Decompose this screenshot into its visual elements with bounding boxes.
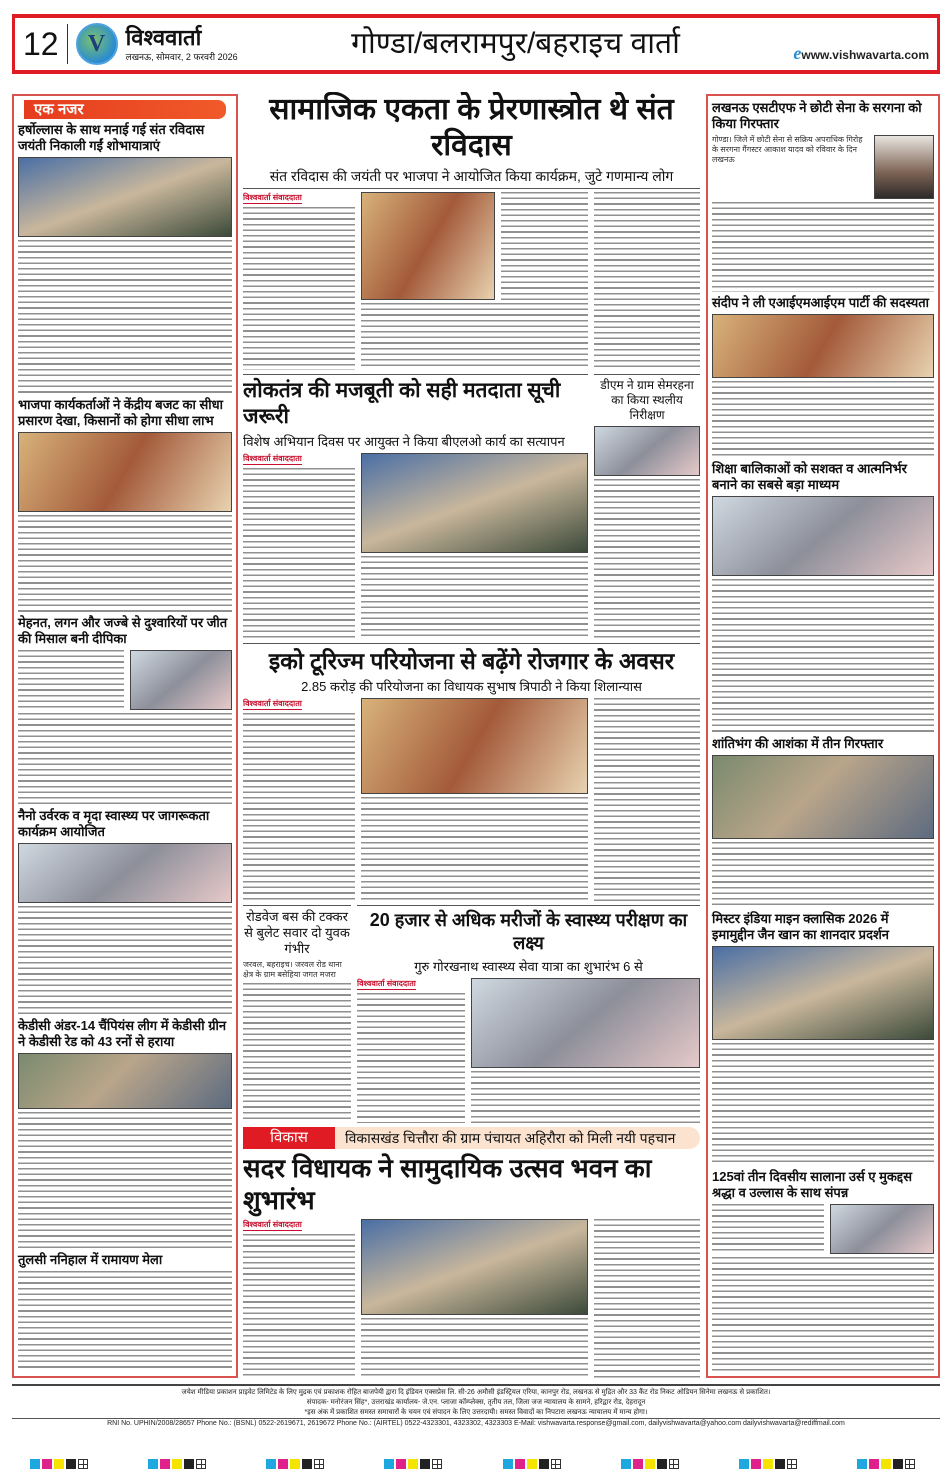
story-body xyxy=(594,698,700,901)
accused-photo xyxy=(874,135,934,199)
story-headline[interactable]: नैनो उर्वरक व मृदा स्वास्थ्य पर जागरूकता कार्यक्रम आयोजित xyxy=(18,807,210,839)
story-2 xyxy=(243,374,700,639)
story-body xyxy=(243,207,355,370)
divider xyxy=(357,905,700,906)
news-photo xyxy=(361,698,588,794)
story-5 xyxy=(243,1127,700,1378)
byline: विश्ववार्ता संवाददाता xyxy=(243,193,302,202)
color-bar-icon xyxy=(30,1458,88,1470)
byline: विश्ववार्ता संवाददाता xyxy=(243,1220,302,1229)
story-headline[interactable]: डीएम ने ग्राम सेमरहना का किया स्थलीय निरीक्षण xyxy=(600,378,694,422)
story-body xyxy=(18,650,124,710)
story-body xyxy=(18,240,232,394)
story-headline[interactable]: लोकतंत्र की मजबूती को सही मतदाता सूची जरूरी xyxy=(243,379,561,428)
byline: विश्ववार्ता संवाददाता xyxy=(243,454,302,463)
story-body xyxy=(243,1234,355,1378)
vishwavarta-logo-icon xyxy=(76,23,118,65)
byline: विश्ववार्ता संवाददाता xyxy=(243,699,302,708)
story-3 xyxy=(243,643,700,901)
story-content xyxy=(243,453,588,639)
color-bar-icon xyxy=(384,1458,442,1470)
brand-block xyxy=(126,25,238,63)
byline: विश्ववार्ता संवाददाता xyxy=(357,979,416,988)
news-photo xyxy=(18,157,232,237)
contact-line: RNI No. UPHIN/2008/28657 Phone No.: (BSNL) 0522-2619671, 2619672 Phone No.: (AIRTEL) 0522-4323301, 4323302, 4323303 E-Mail: vishwavarta.response@gmail.com, dailyvishwavarta@yahoo.com dailyvishwavarta@rediffmail.com xyxy=(12,1418,940,1429)
brand-name: विश्ववार्ता xyxy=(125,25,202,50)
story-body xyxy=(712,1257,934,1372)
news-photo xyxy=(18,1053,232,1109)
story-body xyxy=(594,1219,700,1378)
story-headline[interactable]: हर्षोल्लास के साथ मनाई गई संत रविदास जयंती निकाली गईं शोभायात्राएं xyxy=(18,122,205,153)
color-bar-icon xyxy=(148,1458,206,1470)
page-number: 12 xyxy=(23,25,59,62)
story-body xyxy=(18,515,232,612)
logo-letter: V xyxy=(87,30,106,57)
story-body xyxy=(712,381,934,459)
story-body xyxy=(501,192,588,300)
story-body xyxy=(18,906,232,1015)
story-body xyxy=(594,479,700,639)
story-body xyxy=(18,1112,232,1249)
news-photo xyxy=(712,496,934,576)
registration-marks xyxy=(0,1458,945,1470)
color-bar-icon xyxy=(621,1458,679,1470)
news-photo xyxy=(130,650,232,710)
story-headline[interactable]: भाजपा कार्यकर्ताओं ने केंद्रीय बजट का सीधा प्रसारण देखा, किसानों को होगा सीधा लाभ xyxy=(18,396,224,428)
divider xyxy=(243,643,700,644)
lead-subhead: संत रविदास की जयंती पर भाजपा ने आयोजित किया कार्यक्रम, जुटे गणमान्य लोग xyxy=(269,168,674,184)
color-bar-icon xyxy=(857,1458,915,1470)
story-headline[interactable]: शांतिभंग की आशंका में तीन गिरफ्तार xyxy=(712,736,884,752)
website-url: www.vishwavarta.com xyxy=(801,48,929,62)
story-body xyxy=(243,983,351,1123)
story-body xyxy=(712,579,934,733)
news-photo xyxy=(830,1204,934,1254)
story-headline[interactable]: केडीसी अंडर-14 चैंपियंस लीग में केडीसी ग्रीन ने केडीसी रेड को 43 रनों से हराया xyxy=(18,1017,227,1049)
news-photo xyxy=(594,426,700,476)
story-headline[interactable]: मिस्टर इंडिया माइन क्लासिक 2026 में इमामुद्दीन जैन खान का शानदार प्रदर्शन xyxy=(712,911,890,943)
story-body xyxy=(712,842,934,908)
story-media-row xyxy=(712,1204,934,1254)
story-content xyxy=(243,698,700,901)
news-photo xyxy=(712,314,934,378)
story-headline[interactable]: लखनऊ एसटीएफ ने छोटी सेना के सरगना को किया गिरफ्तार xyxy=(712,100,922,131)
vikas-strip xyxy=(243,1127,700,1149)
story-subhead: 2.85 करोड़ की परियोजना का विधायक सुभाष त्रिपाठी ने किया शिलान्यास xyxy=(301,679,642,694)
story-body xyxy=(712,202,934,292)
masthead xyxy=(12,14,940,74)
news-photo xyxy=(712,946,934,1040)
divider xyxy=(243,905,351,906)
color-bar-icon xyxy=(266,1458,324,1470)
story-headline[interactable]: इको टूरिज्म परियोजना से बढ़ेंगे रोजगार के अवसर xyxy=(268,648,675,674)
story-headline[interactable]: संदीप ने ली एआईएमआईएम पार्टी की सदस्यता xyxy=(712,294,930,310)
story-body xyxy=(712,1204,824,1254)
color-bar-icon xyxy=(503,1458,561,1470)
news-photo xyxy=(712,755,934,839)
story-headline[interactable]: मेहनत, लगन और जज्बे से दुश्वारियों पर जीत की मिसाल बनी दीपिका xyxy=(18,615,228,647)
story-body xyxy=(243,713,355,901)
right-column xyxy=(706,94,940,1378)
imprint-line: *इस अंक में प्रकाशित समस्त समाचारों के चयन एवं संपादन के लिए उत्तरदायी। समस्त विवादों का निपटारा लखनऊ न्यायालय में मान्य होगा। xyxy=(304,1409,648,1416)
story-headline[interactable]: 125वां तीन दिवसीय सालाना उर्स ए मुकद्दस श्रद्धा व उल्लास के साथ संपन्न xyxy=(712,1169,912,1201)
browser-e-icon: e xyxy=(793,43,802,63)
news-photo xyxy=(18,843,232,903)
news-photo xyxy=(361,453,588,553)
section-label-vikas: विकास xyxy=(243,1127,335,1149)
story-content xyxy=(243,1219,700,1378)
story-lead: जरवल, बहराइच। जरवल रोड थाना क्षेत्र के ग्राम बसेहिया जगत मजरा xyxy=(243,960,342,979)
dateline: लखनऊ, सोमवार, 2 फरवरी 2026 xyxy=(125,52,238,62)
color-bar-icon xyxy=(739,1458,797,1470)
story-headline[interactable]: 20 हजार से अधिक मरीजों के स्वास्थ्य परीक्षण का लक्ष्य xyxy=(369,910,688,953)
story-body xyxy=(18,1271,232,1372)
story-body xyxy=(361,797,588,901)
news-photo xyxy=(361,192,495,300)
story-subhead: गुरु गोरखनाथ स्वास्थ्य सेवा यात्रा का शुभारंभ 6 से xyxy=(414,959,643,974)
story-body xyxy=(471,1071,700,1123)
story-headline[interactable]: सदर विधायक ने सामुदायिक उत्सव भवन का शुभारंभ xyxy=(243,1153,652,1215)
story-subhead: विशेष अभियान दिवस पर आयुक्त ने किया बीएलओ कार्य का सत्यापन xyxy=(243,434,565,449)
left-column xyxy=(12,94,238,1378)
story-body xyxy=(712,1043,934,1166)
ek-nazar-banner: एक नजर xyxy=(24,100,226,119)
story-4 xyxy=(243,905,700,1123)
story-media-row xyxy=(18,650,232,710)
news-photo xyxy=(361,1219,588,1315)
story-body xyxy=(594,192,700,370)
imprint xyxy=(12,1384,940,1429)
imprint-line: जयेश मीडिया प्रकाशन प्राइवेट लिमिटेड के लिए मुद्रक एवं प्रकाशक रोहित बाजपेयी द्वारा दि इंडियन एक्सप्रेस लि. सी-26 अमौसी इंडस्ट्रियल एरिया, कानपुर रोड, लखनऊ से मुद्रित और 33 कैंट रोड निकट ओडियन सिनेमा लखनऊ से प्रकाशित। xyxy=(181,1389,771,1396)
story-headline[interactable]: शिक्षा बालिकाओं को सशक्त व आत्मनिर्भर बनाने का सबसे बड़ा माध्यम xyxy=(712,461,907,493)
news-photo xyxy=(18,432,232,512)
lead-story xyxy=(243,92,700,370)
news-photo xyxy=(471,978,700,1068)
story-headline[interactable]: तुलसी ननिहाल में रामायण मेला xyxy=(18,1251,163,1267)
story-body xyxy=(243,468,355,639)
story-body xyxy=(18,713,232,804)
story-body xyxy=(361,303,588,370)
divider xyxy=(594,374,700,375)
story-content xyxy=(243,192,700,370)
main-column xyxy=(243,92,700,1378)
story-content xyxy=(357,978,700,1123)
divider xyxy=(67,24,68,64)
story-media-row xyxy=(712,135,934,199)
story-body xyxy=(361,556,588,639)
story-lead: गोण्डा। जिले में छोटी सेना से सक्रिय अपराधिक गिरोह के सरगना गैंगस्टर आकाश यादव को रविवार के दिन लखनऊ xyxy=(712,135,863,164)
divider xyxy=(243,188,700,189)
imprint-line: संपादक- मनोरंजन सिंह*, उत्तराखंड कार्यालय- जे.एन. प्लाजा कॉम्प्लेक्स, तृतीय तल, जिला जज न्यायालय के सामने, हरिद्वार रोड, देहरादून xyxy=(306,1399,646,1406)
website-link[interactable] xyxy=(793,43,929,64)
story-headline[interactable]: रोडवेज बस की टक्कर से बुलेट सवार दो युवक गंभीर xyxy=(244,909,350,956)
lead-headline[interactable]: सामाजिक एकता के प्रेरणास्त्रोत थे संत रविदास xyxy=(269,93,674,162)
story-body xyxy=(361,1318,588,1378)
section-title: गोण्डा/बलरामपुर/बहराइच वार्ता xyxy=(351,27,680,60)
divider xyxy=(243,374,588,375)
story-body xyxy=(357,993,465,1123)
strip-headline[interactable]: विकासखंड चित्तौरा की ग्राम पंचायत अहिरौरा को मिली नयी पहचान xyxy=(335,1127,700,1149)
